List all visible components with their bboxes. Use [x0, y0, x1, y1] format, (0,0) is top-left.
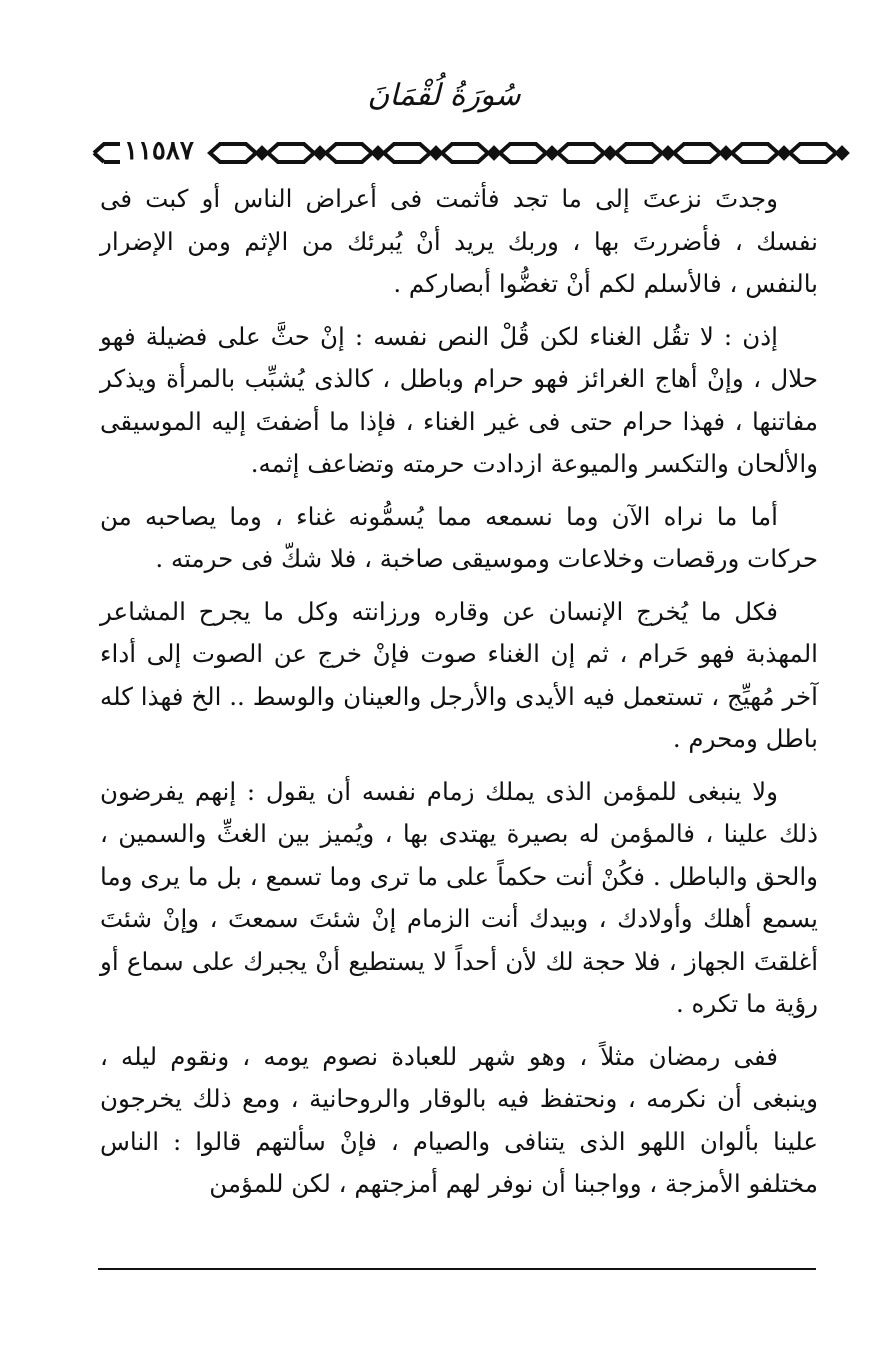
chain-link — [732, 144, 778, 162]
chain-end-cap — [94, 144, 122, 162]
paragraph: إذن : لا تقُل الغناء لكن قُلْ النص نفسه : إنْ حثَّ على فضيلة فهو حلال ، وإنْ أهاج الغرائز فهو حرام وباطل ، كالذى يُشبِّب بالمرأة ويذكر مفاتنها ، فهذا حرام حتى فى غير الغناء ، فإذا ما أضفتَ إليه الموسيقى والألحان والتكسر والميوعة ازدادت حرمته وتضاعف إثمه. — [100, 321, 818, 478]
ornament-band — [92, 138, 856, 168]
paragraph: أما ما نراه الآن وما نسمعه مما يُسمُّونه غناء ، وما يصاحبه من حركات ورقصات وخلاعات وموسيقى صاخبة ، فلا شكّ فى حرمته . — [100, 501, 818, 573]
chain-link — [790, 144, 836, 162]
footer-rule — [98, 1268, 816, 1270]
paragraph: ولا ينبغى للمؤمن الذى يملك زمام نفسه أن يقول : إنهم يفرضون ذلك علينا ، فالمؤمن له بصيرة يهتدى بها ، ويُميز بين الغثِّ والسمين ، والحق والباطل . فكُنْ أنت حكماً على ما ترى وما تسمع ، بل ما يرى وما يسمع أهلك وأولادك ، وبيدك أنت الزمام إنْ شئتَ سمعتَ ، وإنْ شئتَ أغلقتَ الجهاز ، فلا حجة لك لأن أحداً لا يستطيع أنْ يجبرك على سماع أو رؤية ما تكره . — [100, 776, 818, 1018]
chain-diamond — [837, 148, 847, 158]
chain-link — [268, 144, 314, 162]
chain-link — [210, 144, 256, 162]
paragraph: ففى رمضان مثلاً ، وهو شهر للعبادة نصوم يومه ، ونقوم ليله ، وينبغى أن نكرمه ، ونحتفظ فيه بالوقار والروحانية ، ومع ذلك يخرجون علينا بألوان اللهو الذى يتنافى والصيام ، فإنْ سألتهم قالوا : الناس مختلفو الأمزجة ، وواجبنا أن نوفر لهم أمزجتهم ، لكن للمؤمن — [100, 1041, 818, 1198]
chain-link — [616, 144, 662, 162]
chain-link — [326, 144, 372, 162]
chain-link — [384, 144, 430, 162]
chain-link — [442, 144, 488, 162]
surah-title: سُورَةُ لُقْمَانَ — [367, 78, 521, 113]
paragraph: وجدتَ نزعتَ إلى ما تجد فأثمت فى أعراض الناس أو كبت فى نفسك ، فأضررتَ بها ، وربك يريد أنْ يُبرئك من الإثم ومن الإضرار بالنفس ، فالأسلم لكم أنْ تغضُّوا أبصاركم . — [100, 184, 818, 298]
chain-link — [674, 144, 720, 162]
paragraph: فكل ما يُخرج الإنسان عن وقاره ورزانته وكل ما يجرح المشاعر المهذبة فهو حَرام ، ثم إن الغناء صوت فإنْ خرج عن الصوت إلى أداء آخر مُهيِّج ، تستعمل فيه الأيدى والأرجل والعينان والوسط .. الخ فهذا كله باطل ومحرم . — [100, 596, 818, 753]
chain-link — [500, 144, 546, 162]
body-text — [100, 178, 818, 1216]
chain-link — [558, 144, 604, 162]
page-number: ١١٥٨٧ — [120, 136, 198, 166]
